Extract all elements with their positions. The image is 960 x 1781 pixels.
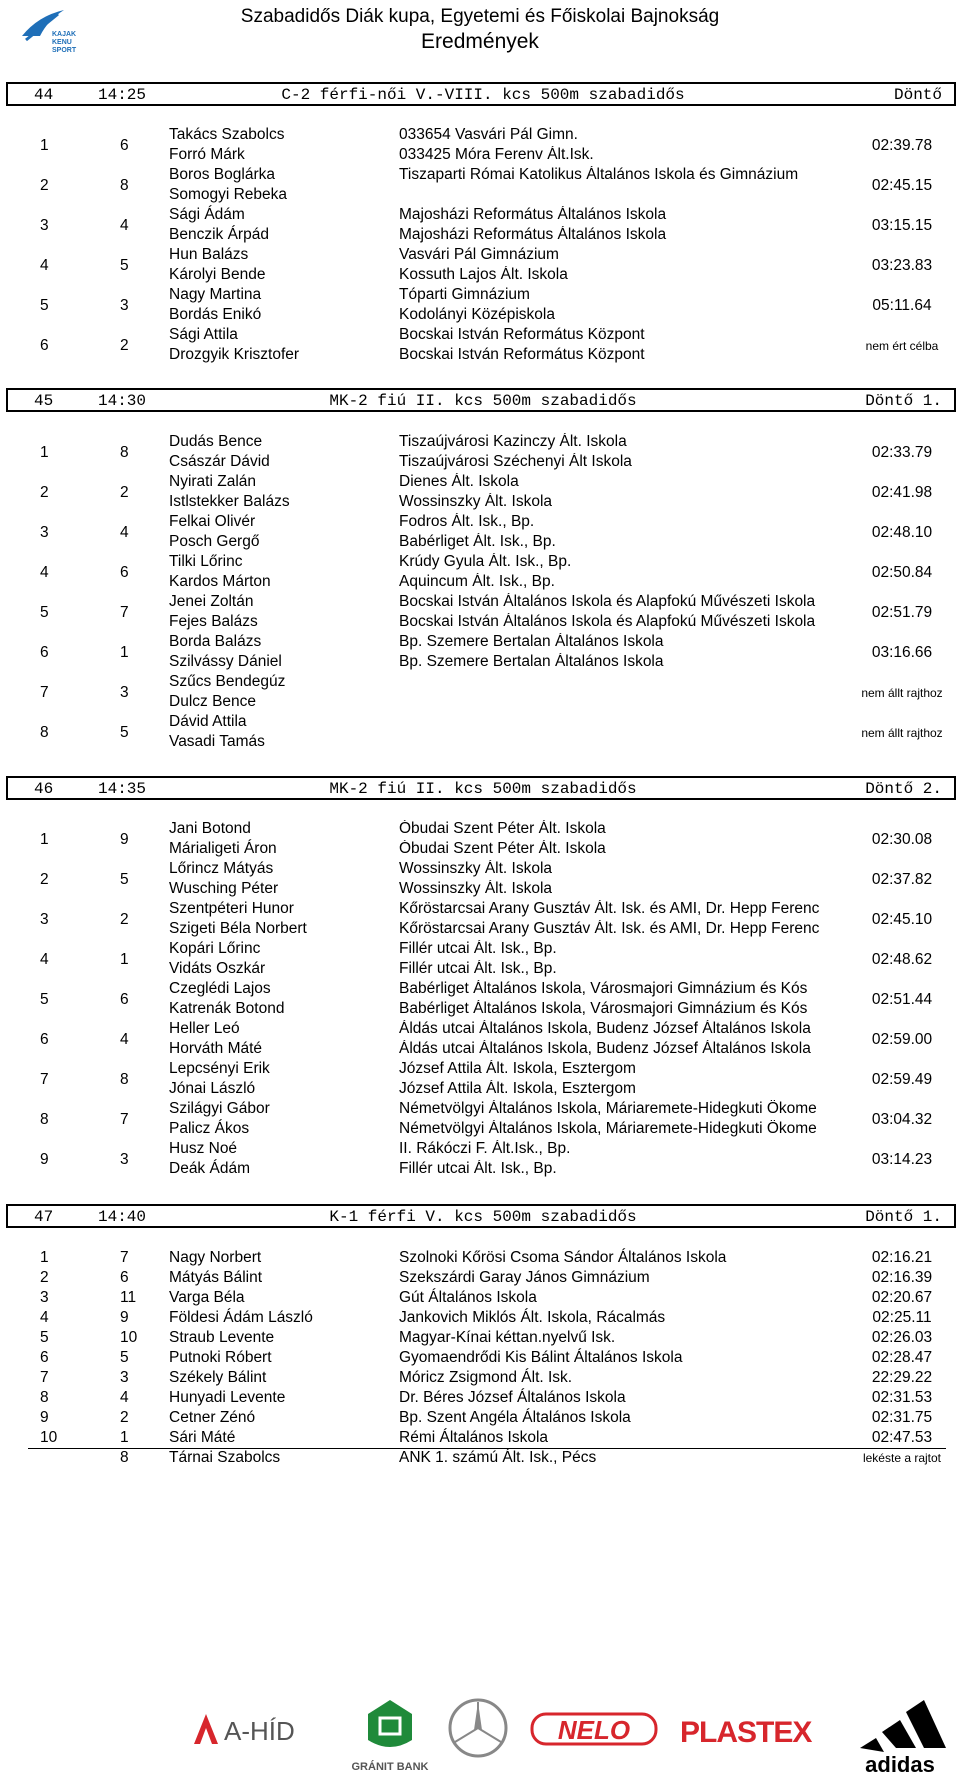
result-time: 02:51.79 bbox=[871, 604, 933, 621]
event-phase: Döntő 1. bbox=[865, 392, 942, 410]
result-time: 02:16.21 bbox=[871, 1249, 933, 1266]
place-number: 3 bbox=[40, 1289, 49, 1306]
lane-number: 7 bbox=[120, 1249, 129, 1266]
event-time: 14:25 bbox=[98, 86, 147, 104]
place-number: 2 bbox=[40, 1269, 49, 1286]
school-name: 033654 Vasvári Pál Gimn. bbox=[399, 126, 578, 143]
athlete-name: Kardos Márton bbox=[169, 573, 271, 590]
school-name: Dienes Ált. Iskola bbox=[399, 473, 519, 490]
school-name: Fillér utcai Ált. Isk., Bp. bbox=[399, 960, 557, 977]
lane-number: 2 bbox=[120, 484, 129, 501]
place-number: 9 bbox=[40, 1409, 49, 1426]
plastex-text: PLASTEX bbox=[680, 1716, 812, 1748]
athlete-name: Borda Balázs bbox=[169, 633, 262, 650]
school-name: ANK 1. számú Ált. Isk., Pécs bbox=[399, 1449, 597, 1466]
page-subtitle: Eredmények bbox=[421, 30, 539, 53]
athlete-name: Császár Dávid bbox=[169, 453, 270, 470]
athlete-name: Szilágyi Gábor bbox=[169, 1100, 270, 1117]
lane-number: 3 bbox=[120, 684, 129, 701]
athlete-name: Károlyi Bende bbox=[169, 266, 266, 283]
result-time: 02:20.67 bbox=[871, 1289, 933, 1306]
event-time: 14:35 bbox=[98, 780, 147, 798]
athlete-name: Heller Leó bbox=[169, 1020, 240, 1037]
result-row bbox=[0, 433, 960, 473]
school-name: Tiszaújvárosi Kazinczy Ált. Iskola bbox=[399, 433, 627, 450]
event-header bbox=[6, 82, 956, 106]
result-row bbox=[0, 1249, 960, 1269]
place-number: 4 bbox=[40, 564, 49, 581]
result-row bbox=[0, 206, 960, 246]
lane-number: 2 bbox=[120, 1409, 129, 1426]
result-time: 02:48.10 bbox=[871, 524, 933, 541]
athlete-name: Czeglédi Lajos bbox=[169, 980, 271, 997]
athlete-name: Boros Boglárka bbox=[169, 166, 275, 183]
result-time: 02:25.11 bbox=[872, 1309, 932, 1326]
result-time: 02:48.62 bbox=[871, 951, 933, 968]
athlete-name: Putnoki Róbert bbox=[169, 1349, 272, 1366]
place-number: 2 bbox=[40, 177, 49, 194]
place-number: 4 bbox=[40, 951, 49, 968]
result-time: 02:30.08 bbox=[871, 831, 933, 848]
result-row bbox=[0, 633, 960, 673]
lane-number: 4 bbox=[120, 524, 129, 541]
place-number: 1 bbox=[40, 444, 49, 461]
lane-number: 10 bbox=[120, 1329, 138, 1346]
athlete-name: Hun Balázs bbox=[169, 246, 249, 263]
school-name: Dr. Béres József Általános Iskola bbox=[399, 1389, 626, 1406]
lane-number: 1 bbox=[120, 644, 129, 661]
lane-number: 4 bbox=[120, 1031, 129, 1048]
school-name: Aquincum Ált. Isk., Bp. bbox=[399, 573, 555, 590]
result-time: 02:45.10 bbox=[871, 911, 933, 928]
school-name: Kossuth Lajos Ált. Iskola bbox=[399, 266, 568, 283]
result-time: nem állt rajthoz bbox=[861, 726, 943, 740]
lane-number: 7 bbox=[120, 604, 129, 621]
result-time: 02:47.53 bbox=[871, 1429, 933, 1446]
lane-number: 4 bbox=[120, 217, 129, 234]
mercedes-logo bbox=[446, 1696, 510, 1765]
lane-number: 6 bbox=[120, 564, 129, 581]
result-time: 05:11.64 bbox=[872, 297, 932, 314]
event-phase: Döntő 1. bbox=[865, 1208, 942, 1226]
school-name: Óbudai Szent Péter Ált. Iskola bbox=[399, 820, 606, 837]
lane-number: 4 bbox=[120, 1389, 129, 1406]
result-row bbox=[0, 1309, 960, 1329]
athlete-name: Katrenák Botond bbox=[169, 1000, 285, 1017]
school-name: II. Rákóczi F. Ált.Isk., Bp. bbox=[399, 1140, 571, 1157]
athlete-name: Forró Márk bbox=[169, 146, 245, 163]
nelo-logo bbox=[530, 1710, 660, 1755]
result-row bbox=[0, 246, 960, 286]
school-name: Tiszaújvárosi Széchenyi Ált Iskola bbox=[399, 453, 632, 470]
result-row bbox=[0, 326, 960, 366]
result-time: 02:51.44 bbox=[871, 991, 933, 1008]
event-number: 44 bbox=[34, 86, 54, 104]
result-time: 03:15.15 bbox=[871, 217, 933, 234]
result-row bbox=[0, 1349, 960, 1369]
school-name: Fodros Ált. Isk., Bp. bbox=[399, 513, 535, 530]
sponsor-bar bbox=[0, 1688, 960, 1778]
lane-number: 3 bbox=[120, 1151, 129, 1168]
athlete-name: Földesi Ádám László bbox=[169, 1309, 313, 1326]
athlete-name: Szentpéteri Hunor bbox=[169, 900, 294, 917]
school-name: Móricz Zsigmond Ált. Isk. bbox=[399, 1369, 573, 1386]
result-row bbox=[0, 1269, 960, 1289]
athlete-name: Nagy Norbert bbox=[169, 1249, 262, 1266]
school-name: József Attila Ált. Iskola, Esztergom bbox=[399, 1060, 636, 1077]
event-number: 46 bbox=[34, 780, 54, 798]
result-row bbox=[0, 1020, 960, 1060]
svg-text:KAJAK: KAJAK bbox=[52, 31, 77, 38]
plastex-logo bbox=[680, 1712, 820, 1753]
result-time: nem ért célba bbox=[865, 339, 939, 353]
athlete-name: Mátyás Bálint bbox=[169, 1269, 263, 1286]
athlete-name: Lőrincz Mátyás bbox=[169, 860, 274, 877]
lane-number: 5 bbox=[120, 257, 129, 274]
lane-number: 1 bbox=[120, 951, 129, 968]
place-number: 5 bbox=[40, 1329, 49, 1346]
place-number: 5 bbox=[40, 604, 49, 621]
place-number: 5 bbox=[40, 297, 49, 314]
result-row bbox=[0, 286, 960, 326]
granit-bank-logo bbox=[340, 1696, 440, 1781]
event-title: MK-2 fiú II. kcs 500m szabadidős bbox=[329, 780, 637, 798]
adidas-logo bbox=[850, 1692, 950, 1781]
result-time: 02:31.53 bbox=[871, 1389, 933, 1406]
ahid-logo bbox=[192, 1708, 332, 1753]
athlete-name: Lepcsényi Erik bbox=[169, 1060, 270, 1077]
school-name: Wossinszky Ált. Iskola bbox=[399, 860, 553, 877]
place-number: 8 bbox=[40, 1111, 49, 1128]
lane-number: 3 bbox=[120, 297, 129, 314]
athlete-name: Tárnai Szabolcs bbox=[169, 1449, 281, 1466]
result-row bbox=[0, 1289, 960, 1309]
place-number: 8 bbox=[40, 724, 49, 741]
event-number: 45 bbox=[34, 392, 54, 410]
school-name: Németvölgyi Általános Iskola, Máriaremete-Hidegkuti Ökome bbox=[399, 1120, 817, 1137]
place-number: 6 bbox=[40, 1031, 49, 1048]
school-name: Krúdy Gyula Ált. Isk., Bp. bbox=[399, 553, 572, 570]
event-title: C-2 férfi-női V.-VIII. kcs 500m szabadidős bbox=[281, 86, 685, 104]
adidas-text: adidas bbox=[865, 1752, 935, 1776]
result-row bbox=[0, 900, 960, 940]
athlete-name: Sári Máté bbox=[169, 1429, 236, 1446]
school-name: Wossinszky Ált. Iskola bbox=[399, 493, 553, 510]
school-name: Vasvári Pál Gimnázium bbox=[399, 246, 559, 263]
lane-number: 3 bbox=[120, 1369, 129, 1386]
athlete-name: Jenei Zoltán bbox=[169, 593, 254, 610]
place-number: 4 bbox=[40, 1309, 49, 1326]
school-name: Áldás utcai Általános Iskola, Budenz József Általános Iskola bbox=[399, 1040, 811, 1057]
place-number: 6 bbox=[40, 644, 49, 661]
page-title: Szabadidős Diák kupa, Egyetemi és Főiskolai Bajnokság bbox=[240, 6, 720, 27]
school-name: Tóparti Gimnázium bbox=[399, 286, 530, 303]
lane-number: 2 bbox=[120, 911, 129, 928]
result-row bbox=[0, 860, 960, 900]
place-number: 5 bbox=[40, 991, 49, 1008]
athlete-name: Wusching Péter bbox=[169, 880, 279, 897]
result-row bbox=[0, 553, 960, 593]
event-header bbox=[6, 1204, 956, 1228]
result-time: 02:37.82 bbox=[871, 871, 933, 888]
athlete-name: Somogyi Rebeka bbox=[169, 186, 288, 203]
result-row bbox=[0, 593, 960, 633]
athlete-name: Takács Szabolcs bbox=[169, 126, 285, 143]
result-time: 03:16.66 bbox=[871, 644, 933, 661]
lane-number: 7 bbox=[120, 1111, 129, 1128]
school-name: Magyar-Kínai kéttan.nyelvű Isk. bbox=[399, 1329, 616, 1346]
athlete-name: Deák Ádám bbox=[169, 1160, 250, 1177]
result-row bbox=[0, 713, 960, 753]
svg-text:SPORT: SPORT bbox=[52, 47, 77, 54]
result-time: 02:28.47 bbox=[871, 1349, 933, 1366]
place-number: 3 bbox=[40, 524, 49, 541]
school-name: Babérliget Általános Iskola, Városmajori Gimnázium és Kós bbox=[399, 980, 808, 997]
lane-number: 11 bbox=[120, 1289, 137, 1306]
school-name: Kodolányi Középiskola bbox=[399, 306, 555, 323]
result-time: 03:23.83 bbox=[871, 257, 933, 274]
result-row bbox=[0, 1329, 960, 1349]
athlete-name: Felkai Olivér bbox=[169, 513, 256, 530]
place-number: 6 bbox=[40, 337, 49, 354]
athlete-name: Nagy Martina bbox=[169, 286, 262, 303]
school-name: Szekszárdi Garay János Gimnázium bbox=[399, 1269, 650, 1286]
result-time: 02:33.79 bbox=[871, 444, 933, 461]
event-header bbox=[6, 388, 956, 412]
place-number: 4 bbox=[40, 257, 49, 274]
athlete-name: Husz Noé bbox=[169, 1140, 238, 1157]
school-name: Tiszaparti Római Katolikus Általános Iskola és Gimnázium bbox=[399, 166, 799, 183]
athlete-name: Dávid Attila bbox=[169, 713, 247, 730]
school-name: Bocskai István Református Központ bbox=[399, 346, 645, 363]
athlete-name: Márialigeti Áron bbox=[169, 840, 277, 857]
athlete-name: Drozgyik Krisztofer bbox=[169, 346, 300, 363]
result-row bbox=[0, 673, 960, 713]
athlete-name: Horváth Máté bbox=[169, 1040, 263, 1057]
result-row bbox=[0, 126, 960, 166]
athlete-name: Fejes Balázs bbox=[169, 613, 258, 630]
place-number: 8 bbox=[40, 1389, 49, 1406]
lane-number: 8 bbox=[120, 444, 129, 461]
place-number: 3 bbox=[40, 911, 49, 928]
school-name: Bocskai István Általános Iskola és Alapfokú Művészeti Iskola bbox=[399, 613, 816, 630]
result-row bbox=[0, 1369, 960, 1389]
result-time: 03:04.32 bbox=[871, 1111, 933, 1128]
lane-number: 1 bbox=[120, 1429, 129, 1446]
lane-number: 5 bbox=[120, 724, 129, 741]
school-name: Szolnoki Kőrösi Csoma Sándor Általános Iskola bbox=[399, 1249, 727, 1266]
result-row bbox=[0, 473, 960, 513]
result-time: nem állt rajthoz bbox=[861, 686, 943, 700]
place-number: 1 bbox=[40, 137, 49, 154]
lane-number: 9 bbox=[120, 831, 129, 848]
athlete-name: Dulcz Bence bbox=[169, 693, 257, 710]
school-name: Németvölgyi Általános Iskola, Máriaremete-Hidegkuti Ökome bbox=[399, 1100, 817, 1117]
event-phase: Döntő bbox=[893, 86, 942, 104]
school-name: Gút Általános Iskola bbox=[399, 1289, 537, 1306]
athlete-name: Vidáts Oszkár bbox=[169, 960, 266, 977]
school-name: Fillér utcai Ált. Isk., Bp. bbox=[399, 1160, 557, 1177]
result-row bbox=[0, 513, 960, 553]
school-name: Babérliget Általános Iskola, Városmajori Gimnázium és Kós bbox=[399, 1000, 808, 1017]
result-row bbox=[0, 980, 960, 1020]
ahid-text: A-HÍD bbox=[224, 1716, 295, 1746]
school-name: Babérliget Ált. Isk., Bp. bbox=[399, 533, 556, 550]
result-row bbox=[0, 1389, 960, 1409]
result-row bbox=[0, 1449, 960, 1469]
lane-number: 8 bbox=[120, 1449, 129, 1466]
athlete-name: Straub Levente bbox=[169, 1329, 275, 1346]
result-time: 02:59.00 bbox=[871, 1031, 933, 1048]
result-row bbox=[0, 940, 960, 980]
lane-number: 5 bbox=[120, 1349, 129, 1366]
athlete-name: Sági Ádám bbox=[169, 206, 245, 223]
lane-number: 8 bbox=[120, 1071, 129, 1088]
place-number: 10 bbox=[40, 1429, 58, 1446]
athlete-name: Benczik Árpád bbox=[169, 226, 269, 243]
athlete-name: Székely Bálint bbox=[169, 1369, 267, 1386]
place-number: 7 bbox=[40, 1369, 49, 1386]
athlete-name: Dudás Bence bbox=[169, 433, 263, 450]
result-time: 02:16.39 bbox=[871, 1269, 933, 1286]
result-row bbox=[0, 1140, 960, 1180]
school-name: Bp. Szemere Bertalan Általános Iskola bbox=[399, 633, 664, 650]
event-title: K-1 férfi V. kcs 500m szabadidős bbox=[329, 1208, 637, 1226]
place-number: 1 bbox=[40, 1249, 49, 1266]
place-number: 2 bbox=[40, 484, 49, 501]
event-header bbox=[6, 776, 956, 800]
athlete-name: Jónai László bbox=[169, 1080, 256, 1097]
lane-number: 5 bbox=[120, 871, 129, 888]
lane-number: 2 bbox=[120, 337, 129, 354]
place-number: 7 bbox=[40, 1071, 49, 1088]
athlete-name: Istlstekker Balázs bbox=[169, 493, 290, 510]
athlete-name: Varga Béla bbox=[169, 1289, 245, 1306]
athlete-name: Tilki Lőrinc bbox=[169, 553, 243, 570]
school-name: Rémi Általános Iskola bbox=[399, 1429, 549, 1446]
school-name: Kőröstarcsai Arany Gusztáv Ált. Isk. és AMI, Dr. Hepp Ferenc bbox=[399, 920, 820, 937]
result-row bbox=[0, 1429, 960, 1449]
school-name: Wossinszky Ált. Iskola bbox=[399, 880, 553, 897]
athlete-name: Jani Botond bbox=[169, 820, 251, 837]
lane-number: 6 bbox=[120, 991, 129, 1008]
result-time: 02:31.75 bbox=[871, 1409, 933, 1426]
result-time: lekéste a rajtot bbox=[862, 1451, 942, 1465]
result-time: 02:50.84 bbox=[871, 564, 933, 581]
lane-number: 6 bbox=[120, 1269, 129, 1286]
event-number: 47 bbox=[34, 1208, 54, 1226]
event-time: 14:30 bbox=[98, 392, 147, 410]
school-name: Gyomaendrődi Kis Bálint Általános Iskola bbox=[399, 1349, 683, 1366]
place-number: 6 bbox=[40, 1349, 49, 1366]
school-name: Majosházi Református Általános Iskola bbox=[399, 206, 667, 223]
athlete-name: Palicz Ákos bbox=[169, 1120, 250, 1137]
athlete-name: Vasadi Tamás bbox=[169, 733, 265, 750]
finishers-divider bbox=[28, 1448, 946, 1449]
school-name: Fillér utcai Ált. Isk., Bp. bbox=[399, 940, 557, 957]
school-name: Kőröstarcsai Arany Gusztáv Ált. Isk. és AMI, Dr. Hepp Ferenc bbox=[399, 900, 820, 917]
place-number: 3 bbox=[40, 217, 49, 234]
school-name: Áldás utcai Általános Iskola, Budenz József Általános Iskola bbox=[399, 1020, 811, 1037]
result-time: 22:29.22 bbox=[871, 1369, 933, 1386]
athlete-name: Posch Gergő bbox=[169, 533, 260, 550]
place-number: 7 bbox=[40, 684, 49, 701]
lane-number: 9 bbox=[120, 1309, 129, 1326]
athlete-name: Szigeti Béla Norbert bbox=[169, 920, 307, 937]
school-name: Bp. Szent Angéla Általános Iskola bbox=[399, 1409, 631, 1426]
school-name: Majosházi Református Általános Iskola bbox=[399, 226, 667, 243]
school-name: József Attila Ált. Iskola, Esztergom bbox=[399, 1080, 636, 1097]
athlete-name: Cetner Zénó bbox=[169, 1409, 256, 1426]
result-row bbox=[0, 1100, 960, 1140]
place-number: 2 bbox=[40, 871, 49, 888]
school-name: Jankovich Miklós Ált. Iskola, Rácalmás bbox=[399, 1309, 666, 1326]
athlete-name: Nyirati Zalán bbox=[169, 473, 256, 490]
school-name: Bp. Szemere Bertalan Általános Iskola bbox=[399, 653, 664, 670]
lane-number: 6 bbox=[120, 137, 129, 154]
result-time: 03:14.23 bbox=[871, 1151, 933, 1168]
athlete-name: Kopári Lőrinc bbox=[169, 940, 261, 957]
result-time: 02:45.15 bbox=[871, 177, 933, 194]
school-name: Óbudai Szent Péter Ált. Iskola bbox=[399, 840, 606, 857]
school-name: Bocskai István Református Központ bbox=[399, 326, 645, 343]
result-row bbox=[0, 820, 960, 860]
event-title: MK-2 fiú II. kcs 500m szabadidős bbox=[329, 392, 637, 410]
place-number: 9 bbox=[40, 1151, 49, 1168]
athlete-name: Sági Attila bbox=[169, 326, 238, 343]
place-number: 1 bbox=[40, 831, 49, 848]
school-name: 033425 Móra Ferenv Ált.Isk. bbox=[399, 146, 594, 163]
school-name: Bocskai István Általános Iskola és Alapfokú Művészeti Iskola bbox=[399, 593, 816, 610]
svg-text:KENU: KENU bbox=[52, 39, 72, 46]
result-time: 02:41.98 bbox=[871, 484, 933, 501]
result-time: 02:39.78 bbox=[871, 137, 933, 154]
athlete-name: Szilvássy Dániel bbox=[169, 653, 282, 670]
result-row bbox=[0, 1409, 960, 1429]
athlete-name: Hunyadi Levente bbox=[169, 1389, 286, 1406]
result-row bbox=[0, 166, 960, 206]
result-row bbox=[0, 1060, 960, 1100]
granit-text: GRÁNIT BANK bbox=[351, 1761, 429, 1773]
lane-number: 8 bbox=[120, 177, 129, 194]
event-phase: Döntő 2. bbox=[865, 780, 942, 798]
result-time: 02:26.03 bbox=[871, 1329, 933, 1346]
result-time: 02:59.49 bbox=[871, 1071, 933, 1088]
athlete-name: Bordás Enikó bbox=[169, 306, 262, 323]
nelo-text: NELO bbox=[557, 1715, 631, 1745]
event-time: 14:40 bbox=[98, 1208, 147, 1226]
athlete-name: Szűcs Bendegúz bbox=[169, 673, 286, 690]
